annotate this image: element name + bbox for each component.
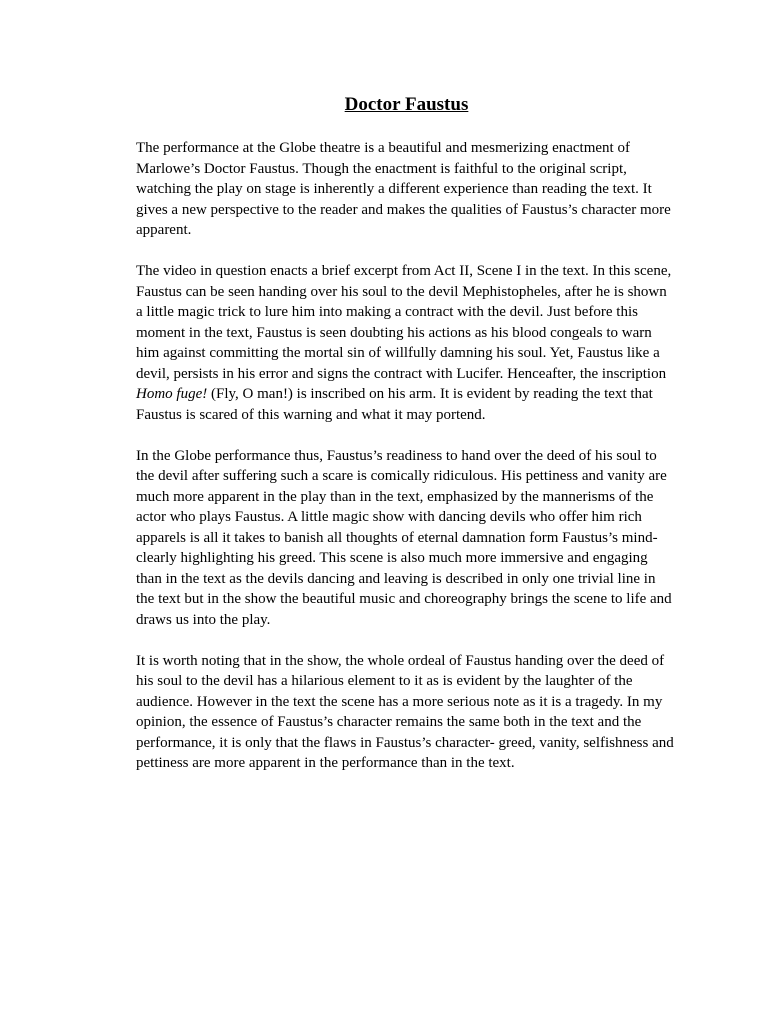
document-title: Doctor Faustus (344, 94, 469, 115)
paragraph-2 (136, 261, 677, 425)
paragraph-3: In the Globe performance thus, Faustus’s readiness to hand over the deed of his soul to the devil after suffering such a scare is comically ridiculous. His pettiness and vanity are much more apparent in the play than in the text, emphasized by the mannerisms of the actor who plays Faustus. A little magic show with dancing devils who offer him rich apparels is all it takes to banish all thoughts of eternal damnation form Faustus’s mind- clearly highlighting his greed. This scene is also much more immersive and engaging than in the text as the devils dancing and leaving is described in only one trivial line in the text but in the show the beautiful music and choreography brings the scene to life and draws us into the play. (136, 447, 672, 628)
paragraph-1: The performance at the Globe theatre is a beautiful and mesmerizing enactment of Marlowe’s Doctor Faustus. Though the enactment is faithful to the original script, watching the play on stage is inherently a different experience than reading the text. It gives a new perspective to the reader and makes the qualities of Faustus’s character more apparent. (136, 140, 671, 238)
paragraph-2-italic-phrase: Homo fuge! (136, 386, 208, 402)
paragraph-4: It is worth noting that in the show, the whole ordeal of Faustus handing over the deed of his soul to the devil has a hilarious element to it as is evident by the laughter of the audience. However in the text the scene has a more serious note as it is a tragedy. In my opinion, the essence of Faustus’s character remains the same both in the text and the performance, it is only that the flaws in Faustus’s character- greed, vanity, selfishness and pettiness are more apparent in the performance than in the text. (136, 652, 674, 771)
paragraph-2-text-b: (Fly, O man!) is inscribed on his arm. It is evident by reading the text that Faustus is scared of this warning and what it may portend. (136, 386, 653, 423)
paragraph-2-text-a: The video in question enacts a brief excerpt from Act II, Scene I in the text. In this scene, Faustus can be seen handing over his soul to the devil Mephistopheles, after he is shown a little magic trick to lure him into making a contract with the devil. Just before this moment in the text, Faustus is seen doubting his actions as his blood congeals to warn him against committing the mortal sin of willfully damning his soul. Yet, Faustus like a devil, persists in his error and signs the contract with Lucifer. Henceafter, the inscription (136, 263, 672, 382)
document-page (136, 92, 677, 794)
